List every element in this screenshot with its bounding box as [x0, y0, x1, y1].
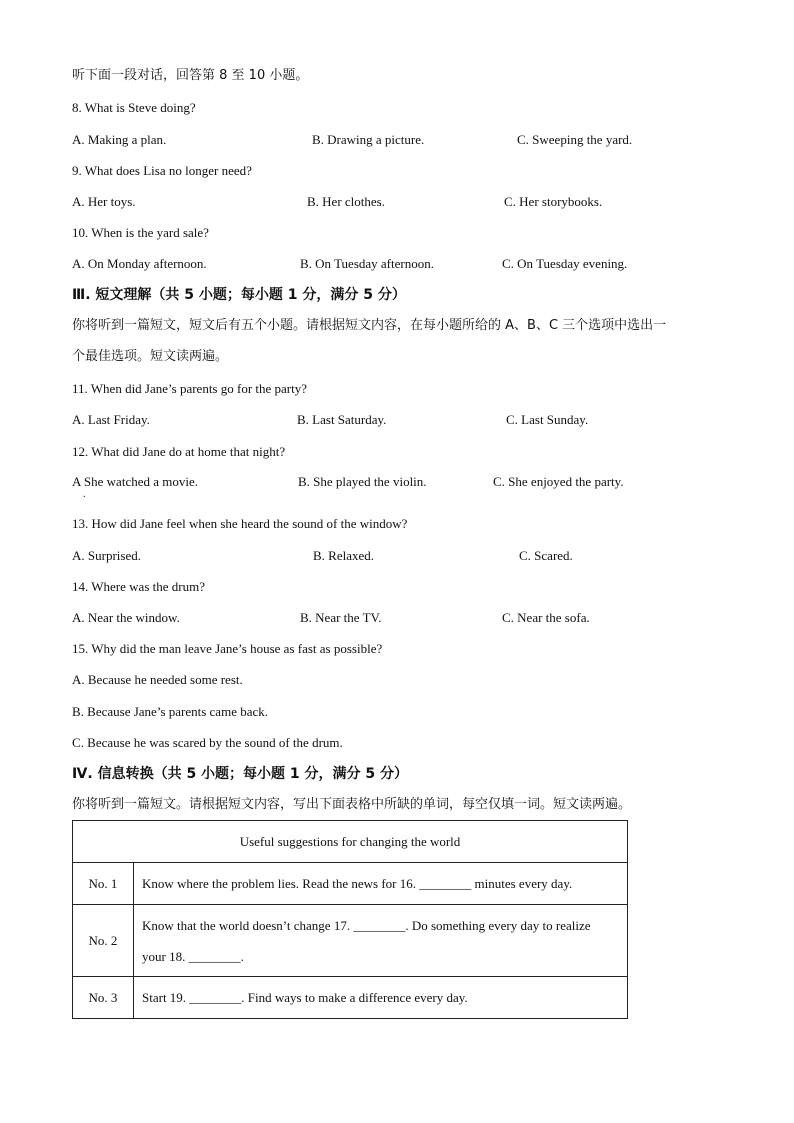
- question-13: 13. How did Jane feel when she heard the sound of the window?: [72, 516, 408, 531]
- question-14: 14. Where was the drum?: [72, 579, 205, 594]
- q8-option-c: C. Sweeping the yard.: [517, 132, 633, 147]
- question-12: 12. What did Jane do at home that night?: [72, 444, 286, 459]
- q11-option-c: C. Last Sunday.: [506, 412, 589, 427]
- section-3-heading: Ⅲ. 短文理解（共 5 小题；每小题 1 分，满分 5 分）: [72, 287, 406, 303]
- q10-option-c: C. On Tuesday evening.: [502, 256, 628, 271]
- row-text: Know where the problem lies. Read the news for 16. ________ minutes every day.: [134, 863, 628, 905]
- q15-option-b: B. Because Jane’s parents came back.: [72, 704, 269, 719]
- table-row: [73, 863, 628, 905]
- q14-option-a: A. Near the window.: [72, 610, 180, 625]
- question-10: 10. When is the yard sale?: [72, 225, 209, 240]
- table-row: [73, 905, 628, 977]
- q9-option-b: B. Her clothes.: [307, 194, 385, 209]
- q13-option-a: A. Surprised.: [72, 548, 141, 563]
- q13-option-b: B. Relaxed.: [313, 548, 375, 563]
- table-row: [73, 977, 628, 1019]
- row-text-line-2: your 18. ________.: [142, 948, 244, 964]
- q8-option-b: B. Drawing a picture.: [312, 132, 425, 147]
- row-text: Start 19. ________. Find ways to make a difference every day.: [134, 977, 628, 1019]
- question-8: 8. What is Steve doing?: [72, 100, 196, 115]
- question-15: 15. Why did the man leave Jane’s house as fast as possible?: [72, 641, 383, 656]
- section-3-instruction-2: 个最佳选项。短文读两遍。: [72, 349, 229, 364]
- q9-option-c: C. Her storybooks.: [504, 194, 603, 209]
- q11-option-a: A. Last Friday.: [72, 412, 150, 427]
- q15-option-a: A. Because he needed some rest.: [72, 672, 243, 687]
- q14-option-c: C. Near the sofa.: [502, 610, 590, 625]
- row-number: No. 3: [73, 977, 134, 1019]
- table-title-row: [73, 821, 628, 863]
- question-9: 9. What does Lisa no longer need?: [72, 163, 252, 178]
- q13-option-c: C. Scared.: [519, 548, 573, 563]
- row-number: No. 2: [73, 905, 134, 977]
- q12-option-c: C. She enjoyed the party.: [493, 474, 624, 489]
- q10-option-b: B. On Tuesday afternoon.: [300, 256, 434, 271]
- row-text: [134, 905, 628, 977]
- q11-option-b: B. Last Saturday.: [297, 412, 387, 427]
- suggestions-table: [72, 820, 628, 1019]
- q9-option-a: A. Her toys.: [72, 194, 136, 209]
- q12-option-b: B. She played the violin.: [298, 474, 427, 489]
- q14-option-b: B. Near the TV.: [300, 610, 382, 625]
- q12-option-a: A She watched a movie.: [72, 474, 198, 489]
- section-4-instruction: 你将听到一篇短文。请根据短文内容，写出下面表格中所缺的单词，每空仅填一词。短文读两遍。: [72, 797, 632, 812]
- question-11: 11. When did Jane’s parents go for the party?: [72, 381, 308, 396]
- dialogue-intro: 听下面一段对话，回答第 8 至 10 小题。: [72, 68, 309, 83]
- row-text-line-1: Know that the world doesn’t change 17. ________. Do something every day to realize: [142, 917, 591, 933]
- section-4-heading: Ⅳ. 信息转换（共 5 小题；每小题 1 分，满分 5 分）: [72, 766, 409, 782]
- q12-option-a-dot: .: [83, 489, 86, 500]
- section-3-instruction-1: 你将听到一篇短文，短文后有五个小题。请根据短文内容，在每小题所给的 A、B、C 三个选项中选出一: [72, 318, 667, 333]
- table-title: Useful suggestions for changing the world: [73, 821, 628, 863]
- q8-option-a: A. Making a plan.: [72, 132, 167, 147]
- q10-option-a: A. On Monday afternoon.: [72, 256, 207, 271]
- q15-option-c: C. Because he was scared by the sound of the drum.: [72, 735, 343, 750]
- row-number: No. 1: [73, 863, 134, 905]
